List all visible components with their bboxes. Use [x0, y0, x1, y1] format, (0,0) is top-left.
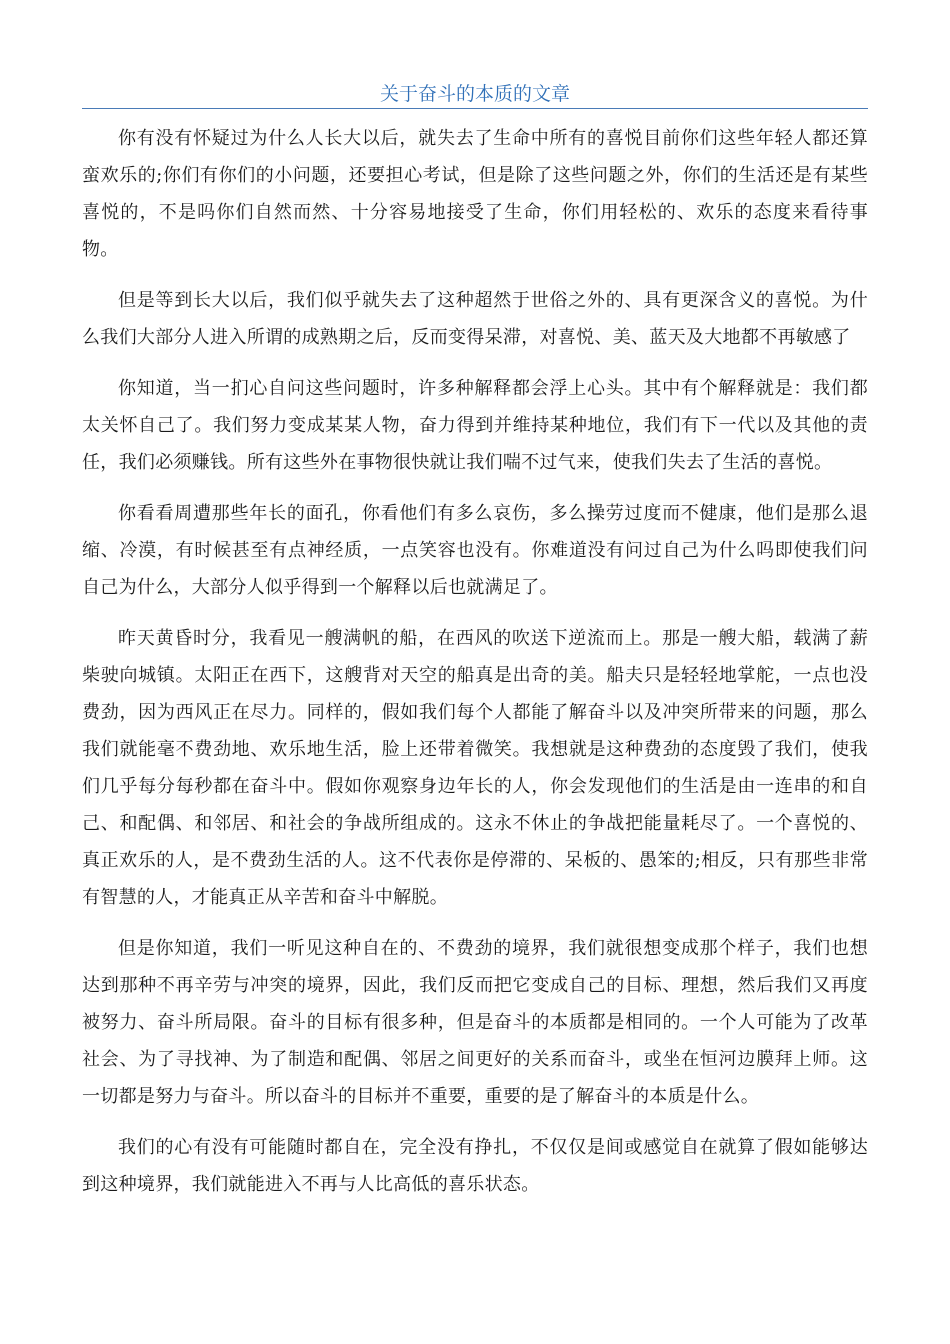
paragraph-3: 你知道，当一扪心自问这些问题时，许多种解释都会浮上心头。其中有个解释就是：我们都太关怀自己了。我们努力变成某某人物，奋力得到并维持某种地位，我们有下一代以及其他的责任，我们必须赚钱。所有这些外在事物很快就让我们喘不过气来，使我们失去了生活的喜悦。: [82, 378, 868, 473]
paragraph-6: 但是你知道，我们一听见这种自在的、不费劲的境界，我们就很想变成那个样子，我们也想达到那种不再辛劳与冲突的境界，因此，我们反而把它变成自己的目标、理想，然后我们又再度被努力、奋斗所局限。奋斗的目标有很多种，但是奋斗的本质都是相同的。一个人可能为了改革社会、为了寻找神、为了制造和配偶、邻居之间更好的关系而奋斗，或坐在恒河边膜拜上师。这一切都是努力与奋斗。所以奋斗的目标并不重要，重要的是了解奋斗的本质是什么。: [82, 938, 868, 1107]
paragraph-1: 你有没有怀疑过为什么人长大以后，就失去了生命中所有的喜悦目前你们这些年轻人都还算蛮欢乐的;你们有你们的小问题，还要担心考试，但是除了这些问题之外，你们的生活还是有某些喜悦的，不是吗你们自然而然、十分容易地接受了生命，你们用轻松的、欢乐的态度来看待事物。: [82, 128, 868, 260]
document-title: 关于奋斗的本质的文章: [379, 83, 570, 105]
paragraph-2: 但是等到长大以后，我们似乎就失去了这种超然于世俗之外的、具有更深含义的喜悦。为什么我们大部分人进入所谓的成熟期之后，反而变得呆滞，对喜悦、美、蓝天及大地都不再敏感了: [82, 290, 868, 348]
paragraph-7: 我们的心有没有可能随时都自在，完全没有挣扎，不仅仅是间或感觉自在就算了假如能够达到这种境界，我们就能进入不再与人比高低的喜乐状态。: [82, 1137, 868, 1195]
document-body: [82, 120, 868, 1217]
paragraph-4: 你看看周遭那些年长的面孔，你看他们有多么哀伤，多么操劳过度而不健康，他们是那么退缩、冷漠，有时候甚至有点神经质，一点笑容也没有。你难道没有问过自己为什么吗即使我们问自己为什么，大部分人似乎得到一个解释以后也就满足了。: [82, 503, 868, 598]
paragraph-5: 昨天黄昏时分，我看见一艘满帆的船，在西风的吹送下逆流而上。那是一艘大船，载满了薪柴驶向城镇。太阳正在西下，这艘背对天空的船真是出奇的美。船夫只是轻轻地掌舵，一点也没费劲，因为西风正在尽力。同样的，假如我们每个人都能了解奋斗以及冲突所带来的问题，那么我们就能毫不费劲地、欢乐地生活，脸上还带着微笑。我想就是这种费劲的态度毁了我们，使我们几乎每分每秒都在奋斗中。假如你观察身边年长的人，你会发现他们的生活是由一连串的和自己、和配偶、和邻居、和社会的争战所组成的。这永不休止的争战把能量耗尽了。一个喜悦的、真正欢乐的人，是不费劲生活的人。这不代表你是停滞的、呆板的、愚笨的;相反，只有那些非常有智慧的人，才能真正从辛苦和奋斗中解脱。: [82, 628, 868, 908]
title-divider: [82, 108, 868, 109]
